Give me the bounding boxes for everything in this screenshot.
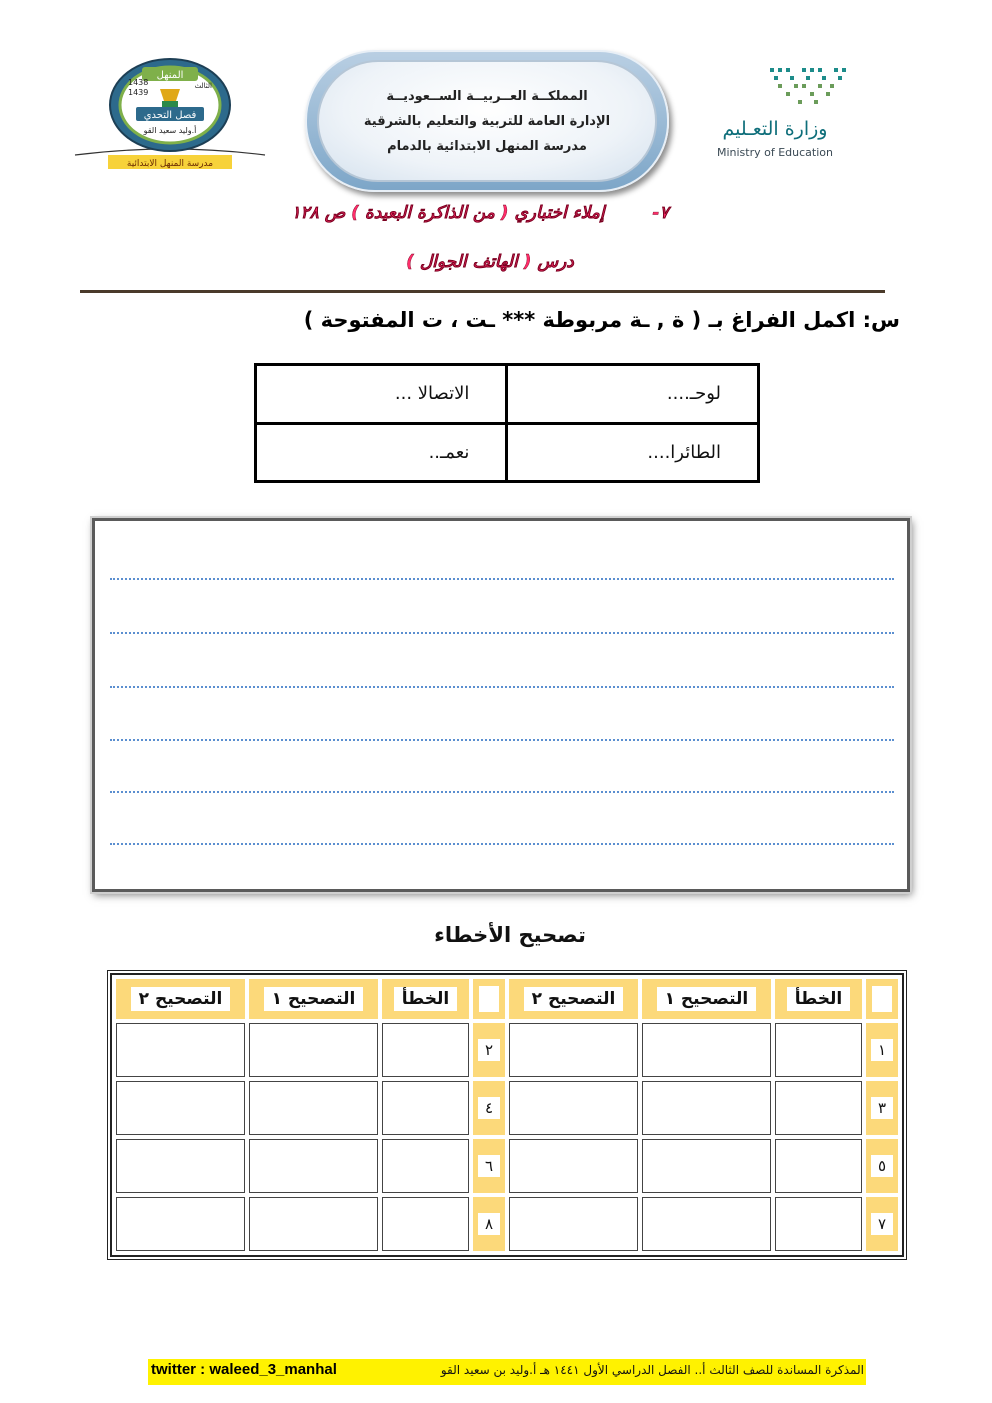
writing-line[interactable] (110, 632, 894, 634)
writing-line[interactable] (110, 578, 894, 580)
fill-in-table (254, 363, 760, 483)
answer-cell[interactable] (509, 1197, 638, 1251)
writing-line[interactable] (110, 791, 894, 793)
ministry-name-en: Ministry of Education (716, 146, 833, 159)
question-text: س: اكمل الفراغ بـ ( ة , ـة مربوطة *** ـت ، ت المفتوحة ) (303, 308, 900, 332)
table-row (116, 1081, 898, 1135)
answer-cell[interactable] (775, 1139, 862, 1193)
correction-2-header: التصحيح ٢ (509, 979, 638, 1019)
header-plaque (305, 50, 669, 192)
answer-cell[interactable] (642, 1023, 771, 1077)
answer-cell[interactable] (116, 1023, 245, 1077)
logo-side-label: الثالث (194, 82, 212, 90)
footer-text: المذكرة المساندة للصف الثالث أ.. الفصل الدراسي الأول ١٤٤١ هـ أ.وليد بن سعيد القو (440, 1363, 864, 1377)
error-header: الخطأ (775, 979, 862, 1019)
dictation-writing-box[interactable] (92, 518, 910, 892)
title-divider (80, 290, 885, 293)
answer-cell[interactable] (249, 1139, 378, 1193)
ministry-name-ar: وزارة التعـليم (722, 118, 828, 140)
answer-cell[interactable] (382, 1081, 469, 1135)
answer-cell[interactable] (642, 1197, 771, 1251)
row-number: ٧ (866, 1197, 898, 1251)
answer-cell[interactable] (642, 1081, 771, 1135)
logo-top-label: المنهل (156, 70, 184, 81)
answer-cell[interactable] (642, 1139, 771, 1193)
logo-year-1: 1438 (128, 78, 149, 87)
row-number: ٤ (473, 1081, 505, 1135)
answer-cell[interactable] (116, 1139, 245, 1193)
answer-cell[interactable] (249, 1081, 378, 1135)
answer-cell[interactable] (249, 1197, 378, 1251)
answer-cell[interactable] (775, 1023, 862, 1077)
logo-year-2: 1439 (128, 88, 149, 97)
corrections-title: تصحيح الأخطاء (434, 923, 586, 947)
number-header (866, 979, 898, 1019)
lesson-title-text: إملاء اختباري ( من الذاكرة البعيدة ) ص ١٢٨ (291, 203, 605, 223)
footer-twitter-handle: twitter : waleed_3_manhal (151, 1361, 337, 1378)
row-number: ١ (866, 1023, 898, 1077)
answer-cell[interactable] (382, 1023, 469, 1077)
row-number: ٢ (473, 1023, 505, 1077)
administration-line: الإدارة العامة للتربية والتعليم بالشرقية (363, 113, 611, 129)
logo-bottom: مدرسة المنهل الابتدائية (126, 159, 214, 169)
lesson-number: ٧- (652, 203, 669, 223)
number-header (473, 979, 505, 1019)
logo-banner: فصل التحدي (143, 110, 197, 121)
kingdom-line: المملكــة العــربيــة الســعوديــة (386, 88, 588, 104)
answer-cell[interactable] (116, 1197, 245, 1251)
row-number: ٦ (473, 1139, 505, 1193)
answer-cell[interactable] (382, 1139, 469, 1193)
correction-1-header: التصحيح ١ (642, 979, 771, 1019)
correction-1-header: التصحيح ١ (249, 979, 378, 1019)
writing-line[interactable] (110, 843, 894, 845)
answer-cell[interactable] (249, 1023, 378, 1077)
logo-teacher: أ.وليد سعيد القو (143, 126, 197, 135)
table-row (256, 423, 759, 482)
table-row (116, 1023, 898, 1077)
answer-cell[interactable] (509, 1139, 638, 1193)
correction-2-header: التصحيح ٢ (116, 979, 245, 1019)
answer-cell[interactable] (775, 1197, 862, 1251)
answer-cell[interactable] (509, 1081, 638, 1135)
lesson-subtitle: درس ( الهاتف الجوال ) (406, 252, 574, 272)
fill-cell: لوحـ.... (507, 365, 759, 424)
writing-line[interactable] (110, 739, 894, 741)
answer-cell[interactable] (775, 1081, 862, 1135)
lesson-title (240, 203, 720, 223)
row-number: ٥ (866, 1139, 898, 1193)
error-header: الخطأ (382, 979, 469, 1019)
answer-cell[interactable] (116, 1081, 245, 1135)
corrections-table (110, 973, 904, 1257)
answer-cell[interactable] (382, 1197, 469, 1251)
table-row (116, 1197, 898, 1251)
table-row (116, 1139, 898, 1193)
answer-cell[interactable] (509, 1023, 638, 1077)
fill-cell: نعمـ.. (256, 423, 507, 482)
table-row (256, 365, 759, 424)
writing-line[interactable] (110, 686, 894, 688)
school-logo (70, 55, 270, 175)
row-number: ٣ (866, 1081, 898, 1135)
row-number: ٨ (473, 1197, 505, 1251)
table-header-row (116, 979, 898, 1019)
fill-cell: الطائرا.... (507, 423, 759, 482)
school-name-line: مدرسة المنهل الابتدائية بالدمام (387, 138, 587, 154)
fill-cell: الاتصالا ... (256, 365, 507, 424)
